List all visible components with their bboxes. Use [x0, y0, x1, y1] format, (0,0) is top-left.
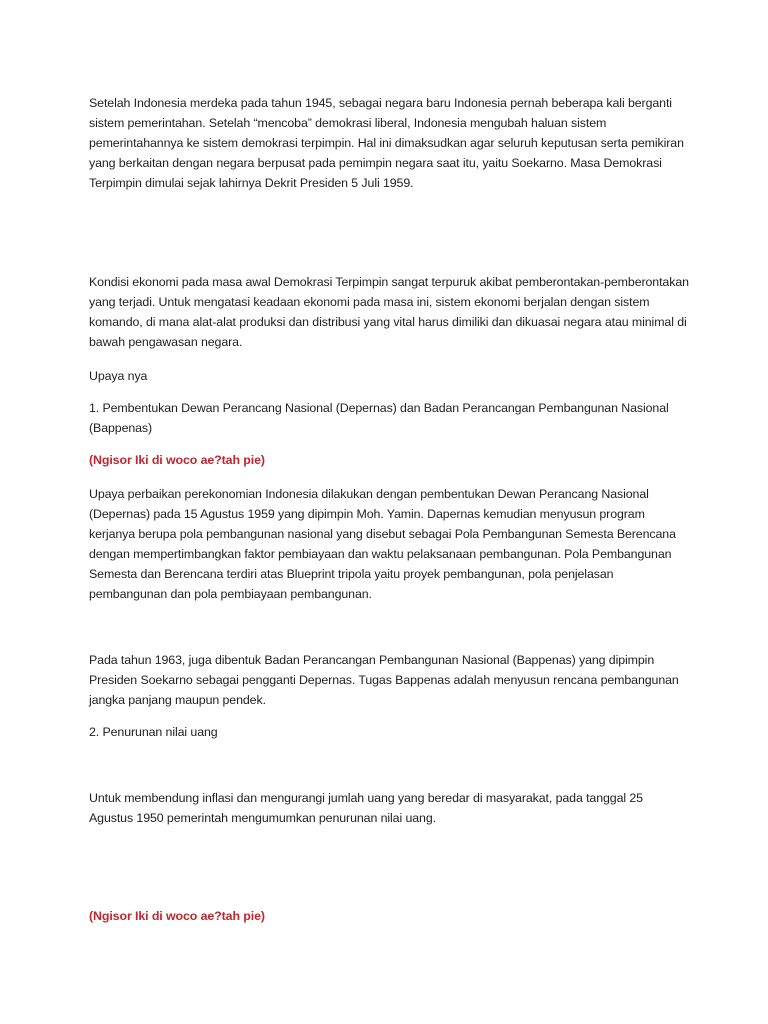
point-two-heading: 2. Penurunan nilai uang — [89, 725, 218, 739]
devaluation-paragraph: Untuk membendung inflasi dan mengurangi jumlah uang yang beredar di masyarakat, pada tanggal 25 Agustus 1950 pemerintah mengumumkan penurunan nilai uang. — [89, 791, 643, 825]
depernas-paragraph: Upaya perbaikan perekonomian Indonesia dilakukan dengan pembentukan Dewan Perancang Nasional (Depernas) pada 15 Agustus 1959 yang dipimpin Moh. Yamin. Dapernas kemudian menyusun program kerjanya berupa pola pembangunan nasional yang disebut sebagai Pola Pembangunan Semesta Berencana dengan mempertimbangkan faktor pembiayaan dan waktu pelaksanaan pembangunan. Pola Pembangunan Semesta dan Berencana terdiri atas Blueprint tripola yaitu proyek pembangunan, pola penjelasan pembangunan dan pola pembiayaan pembangunan. — [89, 487, 676, 601]
efforts-heading: Upaya nya — [89, 369, 148, 383]
intro-paragraph: Setelah Indonesia merdeka pada tahun 1945, sebagai negara baru Indonesia pernah beberapa kali berganti sistem pemerintahan. Setelah “mencoba” demokrasi liberal, Indonesia mengubah haluan sistem pemerintahannya ke sistem demokrasi terpimpin. Hal ini dimaksudkan agar seluruh keputusan serta pemikiran yang berkaitan dengan negara berpusat pada pemimpin negara saat itu, yaitu Soekarno. Masa Demokrasi Terpimpin dimulai sejak lahirnya Dekrit Presiden 5 Juli 1959. — [89, 96, 684, 190]
economic-condition-paragraph: Kondisi ekonomi pada masa awal Demokrasi Terpimpin sangat terpuruk akibat pemberontakan-pemberontakan yang terjadi. Untuk mengatasi keadaan ekonomi pada masa ini, sistem ekonomi berjalan dengan sistem komando, di mana alat-alat produksi dan distribusi yang vital harus dimiliki dan dikuasai negara atau minimal di bawah pengawasan negara. — [89, 275, 689, 349]
bappenas-paragraph: Pada tahun 1963, juga dibentuk Badan Perancangan Pembangunan Nasional (Bappenas) yang dipimpin Presiden Soekarno sebagai pengganti Depernas. Tugas Bappenas adalah menyusun rencana pembangunan jangka panjang maupun pendek. — [89, 653, 679, 707]
red-note: (Ngisor Iki di woco ae?tah pie) — [89, 453, 265, 467]
red-note-bottom: (Ngisor Iki di woco ae?tah pie) — [89, 909, 265, 923]
point-one-heading: 1. Pembentukan Dewan Perancang Nasional (Depernas) dan Badan Perancangan Pembangunan Nasional (Bappenas) — [89, 401, 669, 435]
